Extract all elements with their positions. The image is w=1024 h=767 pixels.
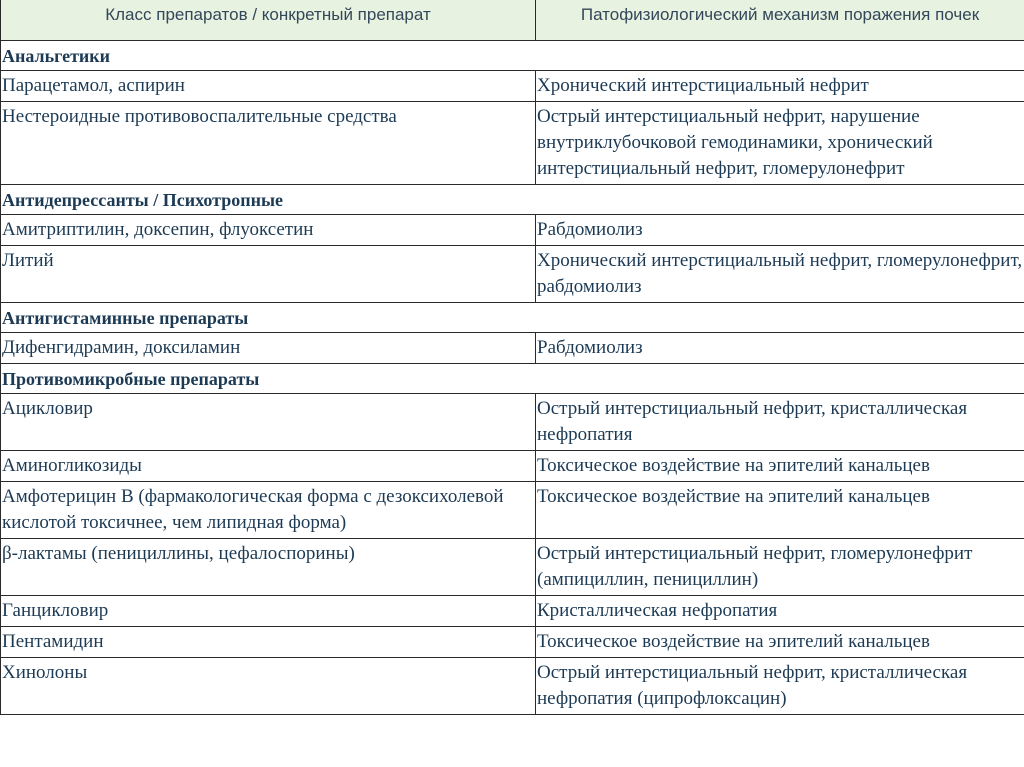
table-row xyxy=(1,539,1024,596)
table-row xyxy=(1,71,1024,102)
mechanism-cell: Острый интерстициальный нефрит, гломерулонефрит (ампициллин, пенициллин) xyxy=(536,539,1024,596)
category-label: Анальгетики xyxy=(1,41,1024,71)
mechanism-cell: Рабдомиолиз xyxy=(536,333,1024,364)
drug-cell: Дифенгидрамин, доксиламин xyxy=(1,333,536,364)
table-row xyxy=(1,451,1024,482)
table-row xyxy=(1,482,1024,539)
mechanism-cell: Токсическое воздействие на эпителий канальцев xyxy=(536,482,1024,539)
drug-cell: Аминогликозиды xyxy=(1,451,536,482)
category-row xyxy=(1,303,1024,333)
header-mechanism: Патофизиологический механизм поражения почек xyxy=(536,0,1024,41)
category-row xyxy=(1,364,1024,394)
table-row xyxy=(1,394,1024,451)
category-label: Противомикробные препараты xyxy=(1,364,1024,394)
category-label: Антидепрессанты / Психотропные xyxy=(1,185,1024,215)
category-label: Антигистаминные препараты xyxy=(1,303,1024,333)
mechanism-cell: Острый интерстициальный нефрит, кристаллическая нефропатия xyxy=(536,394,1024,451)
table-row xyxy=(1,246,1024,303)
mechanism-cell: Токсическое воздействие на эпителий канальцев xyxy=(536,451,1024,482)
drug-cell: Нестероидные противовоспалительные средства xyxy=(1,102,536,185)
drug-cell: Пентамидин xyxy=(1,627,536,658)
drug-cell: Ацикловир xyxy=(1,394,536,451)
table-row xyxy=(1,215,1024,246)
table-row xyxy=(1,596,1024,627)
drug-cell: Литий xyxy=(1,246,536,303)
category-row xyxy=(1,185,1024,215)
mechanism-cell: Хронический интерстициальный нефрит xyxy=(536,71,1024,102)
mechanism-cell: Рабдомиолиз xyxy=(536,215,1024,246)
header-drug-class: Класс препаратов / конкретный препарат xyxy=(1,0,536,41)
drug-cell: Ганцикловир xyxy=(1,596,536,627)
drug-cell: Амфотерицин В (фармакологическая форма с дезоксихолевой кислотой токсичнее, чем липидная форма) xyxy=(1,482,536,539)
mechanism-cell: Хронический интерстициальный нефрит, гломерулонефрит, рабдомиолиз xyxy=(536,246,1024,303)
drug-cell: Амитриптилин, доксепин, флуоксетин xyxy=(1,215,536,246)
category-row xyxy=(1,41,1024,71)
drug-cell: Хинолоны xyxy=(1,658,536,715)
mechanism-cell: Острый интерстициальный нефрит, нарушение внутриклубочковой гемодинамики, хронический интерстициальный нефрит, гломерулонефрит xyxy=(536,102,1024,185)
mechanism-cell: Кристаллическая нефропатия xyxy=(536,596,1024,627)
drug-cell: β-лактамы (пенициллины, цефалоспорины) xyxy=(1,539,536,596)
table-row xyxy=(1,333,1024,364)
table-row xyxy=(1,658,1024,715)
drug-cell: Парацетамол, аспирин xyxy=(1,71,536,102)
table-row xyxy=(1,627,1024,658)
table-header-row xyxy=(1,0,1024,41)
table-row xyxy=(1,102,1024,185)
mechanism-cell: Острый интерстициальный нефрит, кристаллическая нефропатия (ципрофлоксацин) xyxy=(536,658,1024,715)
mechanism-cell: Токсическое воздействие на эпителий канальцев xyxy=(536,627,1024,658)
